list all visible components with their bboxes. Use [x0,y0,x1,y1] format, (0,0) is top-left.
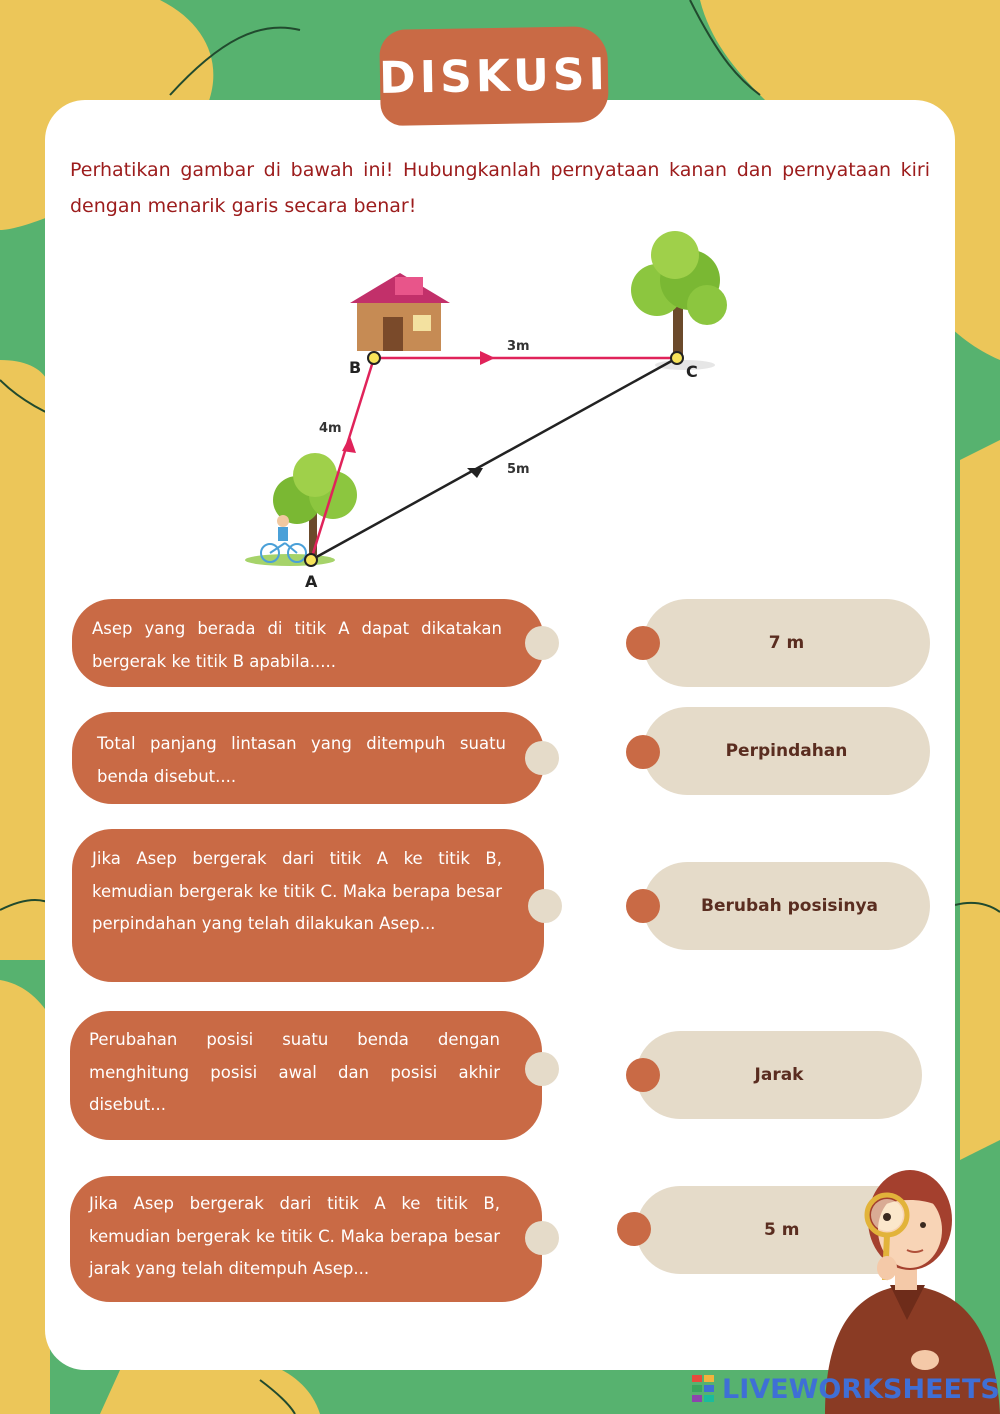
length-bc-label: 3m [507,339,530,354]
point-c-marker [671,352,683,364]
question-5 [70,1176,542,1302]
answer-2-connector[interactable] [626,735,660,769]
answer-1-connector[interactable] [626,626,660,660]
question-1 [72,599,544,687]
liveworksheets-logo-text: LIVEWORKSHEETS [722,1374,1000,1405]
point-a-marker [305,554,317,566]
answer-3 [643,862,930,950]
question-4-text: Perubahan posisi suatu benda dengan menghitung posisi awal dan posisi akhir disebut... [89,1030,500,1114]
arrow-ab-icon [342,436,356,453]
path-ac [311,358,677,560]
question-4-connector[interactable] [525,1052,559,1086]
tree-c-icon [631,231,727,370]
point-b-label: B [349,358,362,377]
displacement-diagram [245,225,745,595]
length-ab-label: 4m [319,421,342,436]
question-2-connector[interactable] [525,741,559,775]
question-3-connector[interactable] [528,889,562,923]
answer-2-text: Perpindahan [725,741,848,761]
answer-5-text: 5 m [764,1220,800,1240]
house-icon [350,273,450,351]
point-c-label: C [686,362,698,381]
point-a-label: A [305,572,318,591]
question-5-connector[interactable] [525,1221,559,1255]
instruction-text: Perhatikan gambar di bawah ini! Hubungkanlah pernyataan kanan dan pernyataan kiri dengan menarik garis secara benar! [70,159,930,217]
question-2 [72,712,544,804]
question-3 [72,829,544,982]
page-title: DISKUSI [379,26,609,126]
point-b-marker [368,352,380,364]
liveworksheets-logo-icon [692,1375,716,1405]
answer-4 [636,1031,922,1119]
answer-1-text: 7 m [768,633,805,653]
length-ac-label: 5m [507,462,530,477]
arrow-bc-icon [480,351,495,365]
question-1-text: Asep yang berada di titik A dapat dikatakan bergerak ke titik B apabila..... [92,619,502,671]
question-4 [70,1011,542,1140]
liveworksheets-logo [692,1374,1000,1405]
answer-4-connector[interactable] [626,1058,660,1092]
answer-3-text: Berubah posisinya [701,896,879,916]
question-5-text: Jika Asep bergerak dari titik A ke titik B, kemudian bergerak ke titik C. Maka berapa besar jarak yang telah ditempuh Asep... [89,1194,500,1278]
answer-2 [643,707,930,795]
answer-5-connector[interactable] [617,1212,651,1246]
question-3-text: Jika Asep bergerak dari titik A ke titik B, kemudian bergerak ke titik C. Maka berapa besar perpindahan yang telah dilakukan Asep... [92,849,502,933]
answer-3-connector[interactable] [626,889,660,923]
question-1-connector[interactable] [525,626,559,660]
question-2-text: Total panjang lintasan yang ditempuh suatu benda disebut.... [97,734,506,786]
answer-4-text: Jarak [754,1065,804,1085]
answer-1 [643,599,930,687]
